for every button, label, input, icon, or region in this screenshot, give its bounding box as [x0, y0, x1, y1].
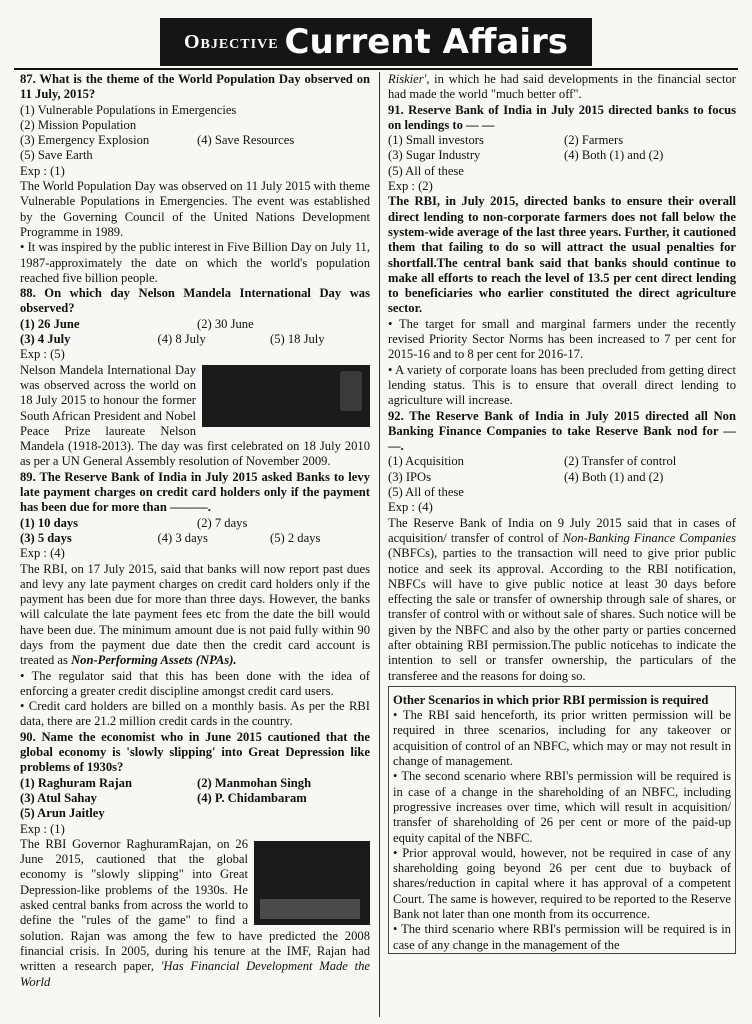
- q89-option-4: (4) 3 days: [157, 530, 208, 545]
- scenario-bullet-1: • The RBI said henceforth, its prior written permission will be required in three scenarios, including for any takeover or acquisition of control of an NBFC, which may or may not result in change of management.: [393, 708, 731, 769]
- q87-question: 87. What is the theme of the World Population Day observed on 11 July, 2015?: [20, 72, 370, 102]
- q91-bullet-1: • The target for small and marginal farmers under the recently revised Priority Sector Norms has been increased to 7 per cent for 2015-16 and to 8 per cent for 2016-17.: [388, 317, 736, 363]
- q89-bullet-1: • The regulator said that this has been done with the idea of enforcing a greater credit discipline amongst credit card users.: [20, 669, 370, 700]
- header-objective: Objective: [183, 30, 279, 53]
- q91-question: 91. Reserve Bank of India in July 2015 directed banks to focus on lendings to — —: [388, 102, 736, 132]
- q89-explanation: The RBI, on 17 July 2015, said that banks will now report past dues and levy any late payment charges on credit card holders only if the payment has been due for more than three days. However, the banks will calculate the late payment fees etc from the date the bill would have been due. The minimum amount due is not paid fully within 90 days from the payment due date then the credit card account is treated as: [20, 561, 370, 668]
- q88-option-4: (4) 8 July: [157, 332, 206, 347]
- q89-question: 89. The Reserve Bank of India in July 2015 asked Banks to levy late payment charges on credit card holders only if the payment has been due for more than ———.: [20, 469, 370, 515]
- q90-option-4: (4) P. Chidambaram: [197, 790, 307, 805]
- depression-photo: [254, 841, 370, 925]
- q90-option-5: (5) Arun Jaitley: [20, 806, 105, 821]
- q90-paper-title: 'Has Financial Development Made the World: [20, 959, 370, 989]
- q92-option-3: (3) IPOs: [388, 469, 432, 484]
- q92-option-2: (2) Transfer of control: [564, 454, 677, 469]
- q91-option-5: (5) All of these: [388, 163, 464, 178]
- q87-option-4: (4) Save Resources: [197, 133, 295, 148]
- q87-option-1: (1) Vulnerable Populations in Emergencies: [20, 102, 237, 117]
- mandela-photo: [202, 365, 370, 427]
- q91-option-2: (2) Farmers: [564, 133, 624, 148]
- q92-question: 92. The Reserve Bank of India in July 2015 directed all Non Banking Finance Companies to take Reserve Bank nod for — —.: [388, 408, 736, 454]
- q92-option-4: (4) Both (1) and (2): [564, 469, 664, 484]
- q87-option-3: (3) Emergency Explosion: [20, 133, 150, 148]
- q87-exp-label: Exp : (1): [20, 163, 65, 178]
- q92-exp-label: Exp : (4): [388, 500, 433, 515]
- q90-exp-label: Exp : (1): [20, 821, 65, 836]
- q90-option-3: (3) Atul Sahay: [20, 790, 97, 805]
- other-scenarios-box: [388, 686, 736, 954]
- header-rule: [14, 68, 738, 70]
- q88-option-3: (3) 4 July: [20, 332, 71, 347]
- q88-explanation: Nelson Mandela International Day was observed across the world on 18 July 2015 to honour the former South African President and Nobel Peace Prize laureate Nelson Mandela (1918-2013). The day was first celebrated on 18 July 2010 as per a UN General Assembly resolution of November 2009.: [20, 362, 370, 469]
- q90-option-2: (2) Manmohan Singh: [197, 775, 312, 790]
- q90-explanation: The RBI Governor RaghuramRajan, on 26 June 2015, cautioned that the global economy is "slowly slipping" into Great Depression-like problems of the 1930s. He asked central banks from across the world to define the "rules of the game" to find a solution. Rajan was among the few to have predicted the 2008 financial crisis. In 2005, during his tenure at the IMF, Rajan had written a research paper,: [20, 836, 370, 974]
- q89-bullet-2: • Credit card holders are billed on a monthly basis. As per the RBI data, there are 21.2 million credit cards in the country.: [20, 699, 370, 730]
- page-header: [160, 18, 592, 66]
- header-title: Current Affairs: [284, 22, 569, 62]
- q92-explanation-1: The Reserve Bank of India on 9 July 2015 said that in cases of acquisition/ transfer of control of: [388, 515, 736, 545]
- q88-option-1: (1) 26 June: [20, 316, 80, 331]
- q92-explanation-2: (NBFCs), parties to the transaction will need to give prior public notice and seek its approval. According to the RBI notification, NBFCs will have to give public notice at least 30 days before effecting the sale or transfer of ownership through sale of shares, or transfer of control with or without sale of shares. Such notice will be given by the NBFC and also by the other party or parties concerned after obtaining RBI permission.The public noticehas to indicate the intention to sell or transfer ownership, the particulars of the transferee and the reasons for doing so.: [388, 546, 736, 683]
- q91-explanation: The RBI, in July 2015, directed banks to ensure their overall direct lending to non-corporate farmers does not fall below the system-wide average of the last three years. Further, it cautioned them that failing to do so will attract the usual penalties for shortfall.The central bank said that banks should continue to make all efforts to reach the level of 13.5 per cent direct lending to beneficiaries who earlier constituted the direct agriculture sector.: [388, 194, 736, 316]
- q87-options: [20, 103, 370, 164]
- q90-option-1: (1) Raghuram Rajan: [20, 775, 132, 790]
- q90-continuation: in which he had said developments in the financial sector had made the world "much better off".: [388, 72, 736, 102]
- q87-explanation: The World Population Day was observed on 11 July 2015 with theme Vulnerable Populations in Emergencies. The event was established by the Governing Council of the United Nations Development Programme in 1989.: [20, 179, 370, 239]
- right-column: [388, 72, 736, 954]
- q87-option-2: (2) Mission Population: [20, 117, 137, 132]
- q88-exp-label: Exp : (5): [20, 347, 65, 362]
- column-divider: [379, 72, 380, 1017]
- q91-option-3: (3) Sugar Industry: [388, 148, 481, 163]
- q90-cont-title: Riskier',: [388, 72, 430, 86]
- q88-question: 88. On which day Nelson Mandela International Day was observed?: [20, 286, 370, 316]
- q91-option-4: (4) Both (1) and (2): [564, 148, 664, 163]
- q89-option-1: (1) 10 days: [20, 515, 79, 530]
- q88-option-2: (2) 30 June: [197, 316, 254, 331]
- q92-nbfc: Non-Banking Finance Companies: [562, 530, 737, 545]
- q89-option-3: (3) 5 days: [20, 530, 72, 545]
- q92-option-5: (5) All of these: [388, 485, 464, 500]
- q91-option-1: (1) Small investors: [388, 133, 484, 148]
- q88-option-5: (5) 18 July: [270, 332, 325, 347]
- q89-npa: Non-Performing Assets (NPAs).: [71, 653, 237, 668]
- q87-option-5: (5) Save Earth: [20, 148, 93, 163]
- scenario-bullet-2: • The second scenario where RBI's permission will be required is in case of a change in the shareholding of an NBFC, including progressive increases over time, which will result in acquisition/ transfer of shareholding of 26 per cent or more of the paid-up equity capital of the NBFC.: [393, 769, 731, 845]
- left-column: [20, 72, 370, 990]
- q92-option-1: (1) Acquisition: [388, 454, 464, 469]
- scenario-bullet-3: • Prior approval would, however, not be required in case of any shareholding going beyond 26 per cent due to buyback of shares/reduction in capital where it has approval of a competent Court. The same is however, required to be reported to the Reserve Bank not later than one month from its occurrence.: [393, 846, 731, 922]
- q91-bullet-2: • A variety of corporate loans has been precluded from getting direct lending status. This is to ensure that overall direct lending to agriculture will increase.: [388, 363, 736, 409]
- scenario-bullet-4: • The third scenario where RBI's permission will be required is in case of any change in the management of the: [393, 922, 731, 953]
- q89-exp-label: Exp : (4): [20, 546, 65, 561]
- q87-bullet: • It was inspired by the public interest in Five Billion Day on July 11, 1987-approximately the date on which the world's population reached five billion people.: [20, 240, 370, 286]
- q91-exp-label: Exp : (2): [388, 179, 433, 194]
- q89-option-5: (5) 2 days: [270, 530, 321, 545]
- q89-option-2: (2) 7 days: [197, 515, 248, 530]
- q90-question: 90. Name the economist who in June 2015 cautioned that the global economy is 'slowly slipping' into Great Depression like problems of 1930s?: [20, 729, 370, 775]
- other-scenarios-heading: Other Scenarios in which prior RBI permission is required: [393, 692, 709, 707]
